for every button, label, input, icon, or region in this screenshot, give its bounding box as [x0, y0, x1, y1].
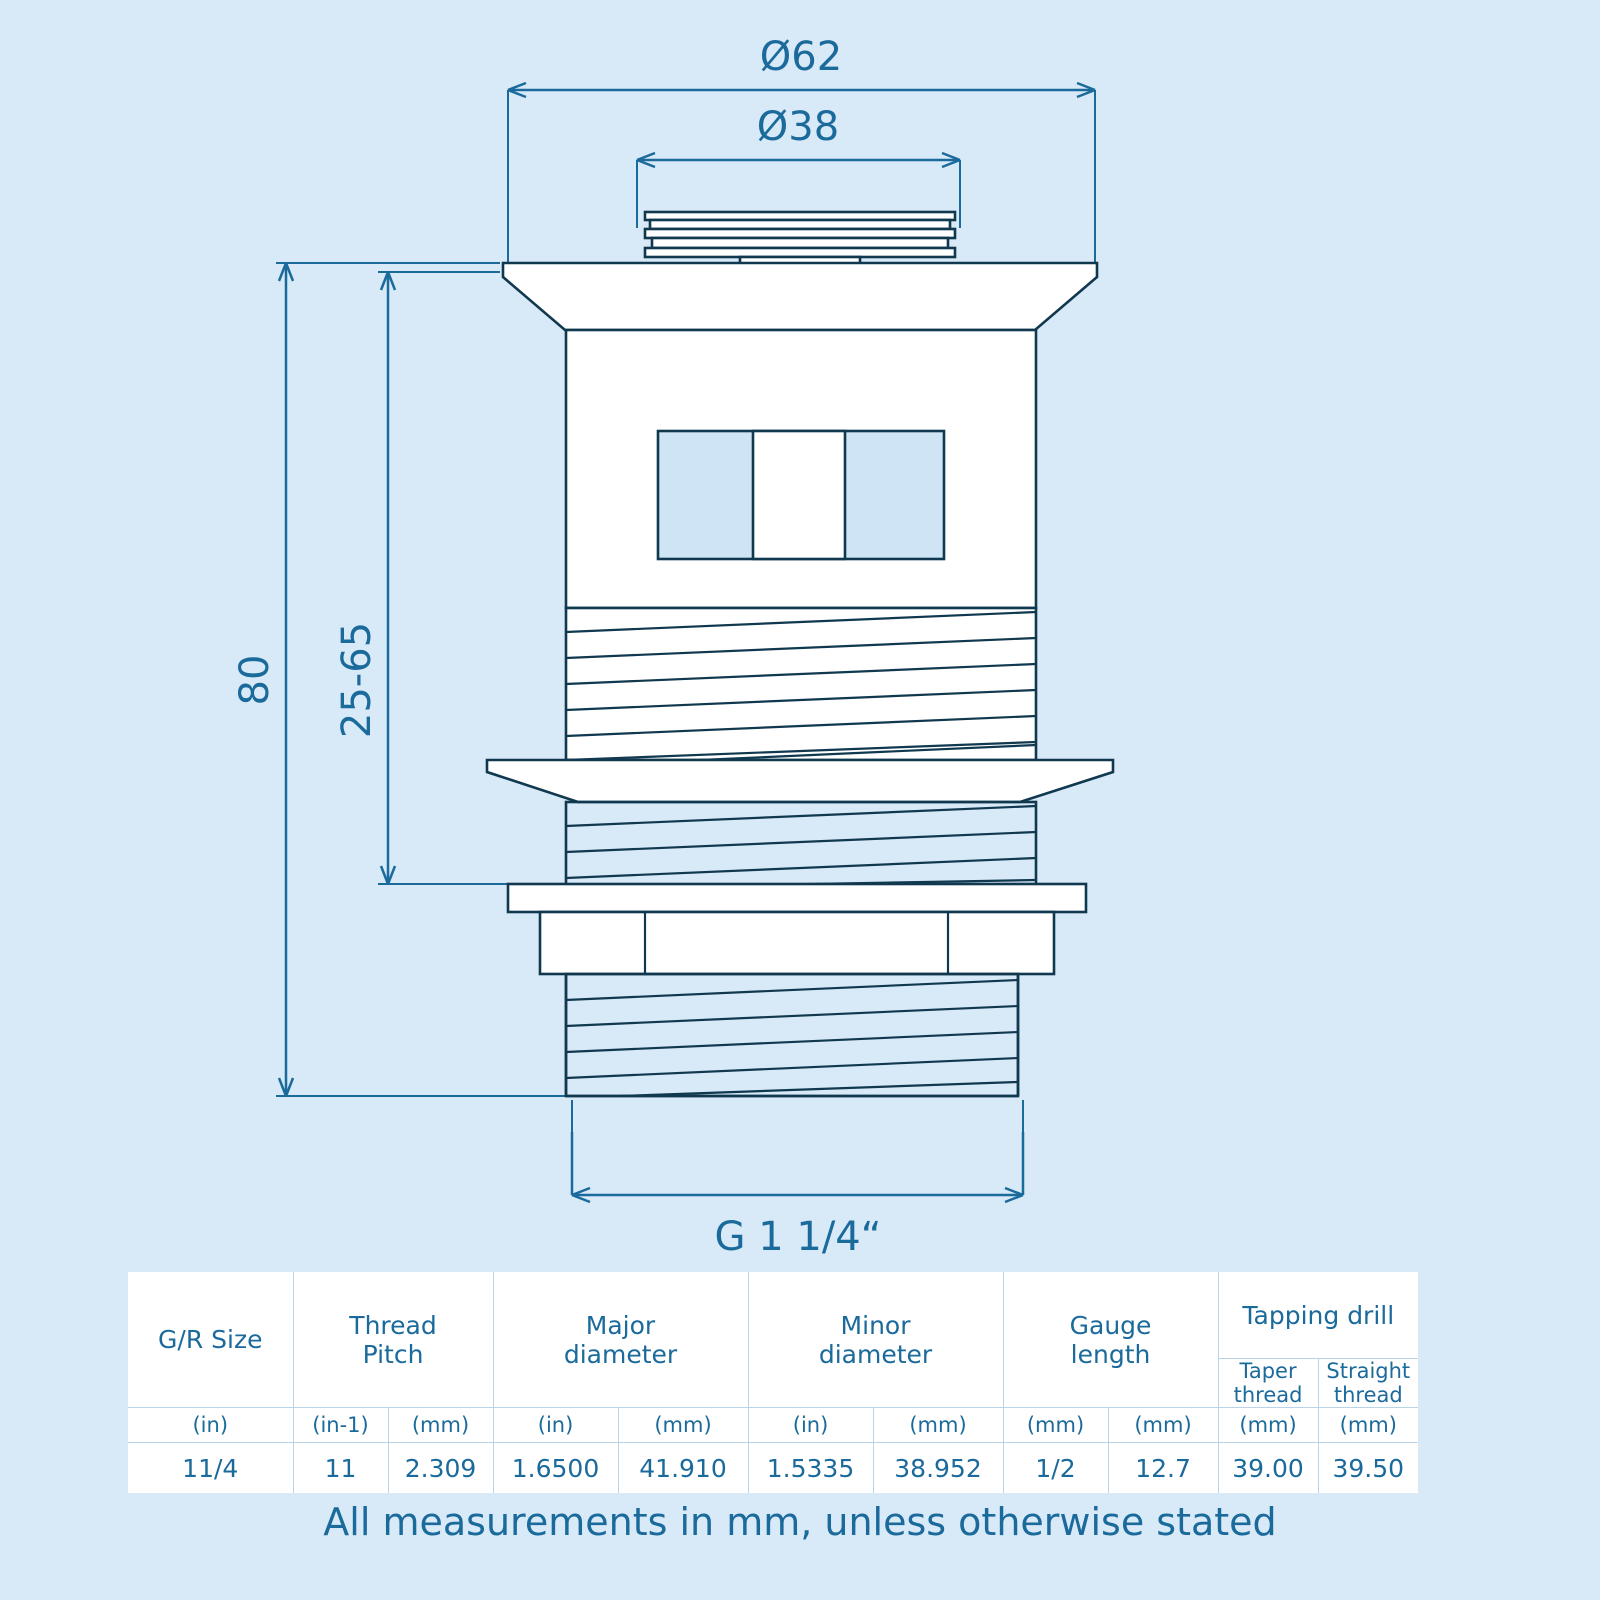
value-cell: 11: [293, 1443, 388, 1494]
header-major-line2: diameter: [563, 1339, 678, 1369]
header-thread-pitch-line1: Thread: [349, 1310, 437, 1340]
header-taper-line2: thread: [1233, 1383, 1303, 1408]
table-row: [128, 1443, 1418, 1494]
header-g-r-size: G/R Size: [128, 1272, 293, 1408]
dimension-thread-size: [572, 1100, 1023, 1202]
dimension-adjust-range: [378, 272, 508, 884]
unit-cell: (mm): [1318, 1408, 1418, 1443]
value-cell: 39.50: [1318, 1443, 1418, 1494]
label-inner-diameter: Ø38: [756, 104, 840, 150]
value-cell: 1/2: [1003, 1443, 1108, 1494]
label-total-height: 80: [232, 654, 278, 706]
table-header-row-main: [128, 1272, 1418, 1359]
label-adjust-range: 25-65: [334, 621, 380, 739]
unit-cell: (mm): [1108, 1408, 1218, 1443]
unit-cell: (mm): [873, 1408, 1003, 1443]
header-tapping-drill: Tapping drill: [1218, 1272, 1418, 1359]
spec-table: [128, 1272, 1418, 1493]
unit-cell: (mm): [1003, 1408, 1108, 1443]
header-taper-line1: Taper: [1239, 1359, 1297, 1383]
header-minor-line2: diameter: [818, 1339, 933, 1369]
header-major-line1: Major: [585, 1310, 656, 1340]
spec-table-wrapper: [128, 1272, 1418, 1493]
header-minor-diameter: [748, 1272, 1003, 1408]
dimension-total-height: [276, 263, 570, 1096]
label-outer-diameter: Ø62: [759, 34, 843, 80]
header-thread-pitch-line2: Pitch: [362, 1339, 424, 1369]
unit-cell: (in-1): [293, 1408, 388, 1443]
unit-cell: (in): [493, 1408, 618, 1443]
value-cell: 11/4: [128, 1443, 293, 1494]
header-straight-line2: thread: [1333, 1383, 1403, 1408]
unit-cell: (mm): [618, 1408, 748, 1443]
value-cell: 12.7: [1108, 1443, 1218, 1494]
unit-cell: (mm): [1218, 1408, 1318, 1443]
header-thread-pitch: [293, 1272, 493, 1408]
value-cell: 1.5335: [748, 1443, 873, 1494]
unit-cell: (mm): [388, 1408, 493, 1443]
value-cell: 38.952: [873, 1443, 1003, 1494]
label-thread-size: G 1 1/4“: [714, 1214, 882, 1260]
header-straight-line1: Straight: [1326, 1359, 1411, 1383]
unit-cell: (in): [748, 1408, 873, 1443]
value-cell: 41.910: [618, 1443, 748, 1494]
header-minor-line1: Minor: [840, 1310, 911, 1340]
header-major-diameter: [493, 1272, 748, 1408]
unit-cell: (in): [128, 1408, 293, 1443]
value-cell: 1.6500: [493, 1443, 618, 1494]
value-cell: 2.309: [388, 1443, 493, 1494]
header-gauge-line2: length: [1070, 1339, 1151, 1369]
waste-part-geometry: [487, 212, 1113, 1096]
header-taper-thread: [1218, 1359, 1318, 1408]
table-units-row: [128, 1408, 1418, 1443]
header-gauge-length: [1003, 1272, 1218, 1408]
measurements-footnote: All measurements in mm, unless otherwise stated: [323, 1500, 1277, 1544]
header-straight-thread: [1318, 1359, 1418, 1408]
header-gauge-line1: Gauge: [1069, 1310, 1152, 1340]
value-cell: 39.00: [1218, 1443, 1318, 1494]
